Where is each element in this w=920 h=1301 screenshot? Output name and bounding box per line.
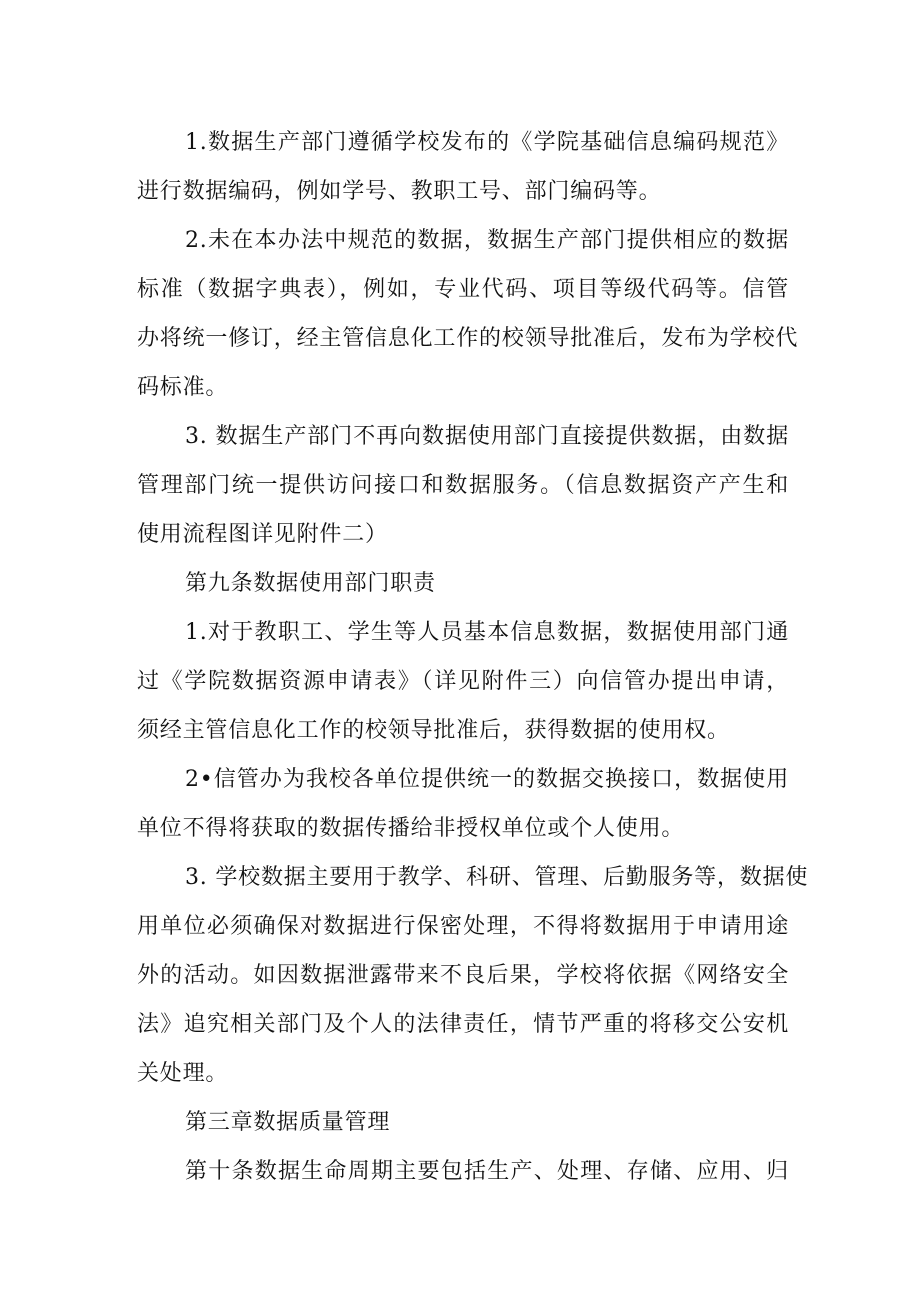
text-line: 单位不得将获取的数据传播给非授权单位或个人使用。 (137, 816, 685, 841)
text-line: 使用流程图详见附件二） (137, 522, 388, 547)
text-line: 2•信管办为我校各单位提供统一的数据交换接口，数据使用 (185, 767, 789, 792)
text-line: 2.未在本办法中规范的数据，数据生产部门提供相应的数据 (185, 228, 789, 253)
section-heading: 第九条数据使用部门职责 (185, 571, 436, 596)
document-body (137, 118, 809, 1196)
text-line: 须经主管信息化工作的校领导批准后，获得数据的使用权。 (137, 718, 730, 743)
text-line: 进行数据编码，例如学号、教职工号、部门编码等。 (137, 179, 662, 204)
text-line: 管理部门统一提供访问接口和数据服务。（信息数据资产产生和 (137, 473, 789, 498)
text-line: 关处理。 (137, 1061, 229, 1086)
text-line: 标准（数据字典表），例如，专业代码、项目等级代码等。信管 (137, 277, 789, 302)
text-line: 法》追究相关部门及个人的法律责任，情节严重的将移交公安机 (137, 1012, 789, 1037)
text-line: 码标准。 (137, 375, 229, 400)
text-line: 1.对于教职工、学生等人员基本信息数据，数据使用部门通 (185, 620, 789, 645)
text-line: 办将统一修订，经主管信息化工作的校领导批准后，发布为学校代 (137, 326, 799, 351)
chapter-heading: 第三章数据质量管理 (185, 1110, 391, 1135)
text-line: 过《学院数据资源申请表》（详见附件三）向信管办提出申请， (137, 669, 789, 694)
text-line: 3. 数据生产部门不再向数据使用部门直接提供数据，由数据 (185, 424, 789, 449)
text-line: 1.数据生产部门遵循学校发布的《学院基础信息编码规范》 (185, 130, 789, 155)
text-line: 第十条数据生命周期主要包括生产、处理、存储、应用、归 (185, 1159, 789, 1184)
text-line: 用单位必须确保对数据进行保密处理，不得将数据用于申请用途 (137, 914, 789, 939)
text-line: 3. 学校数据主要用于教学、科研、管理、后勤服务等，数据使 (185, 865, 809, 890)
text-line: 外的活动。如因数据泄露带来不良后果，学校将依据《网络安全 (137, 963, 789, 988)
